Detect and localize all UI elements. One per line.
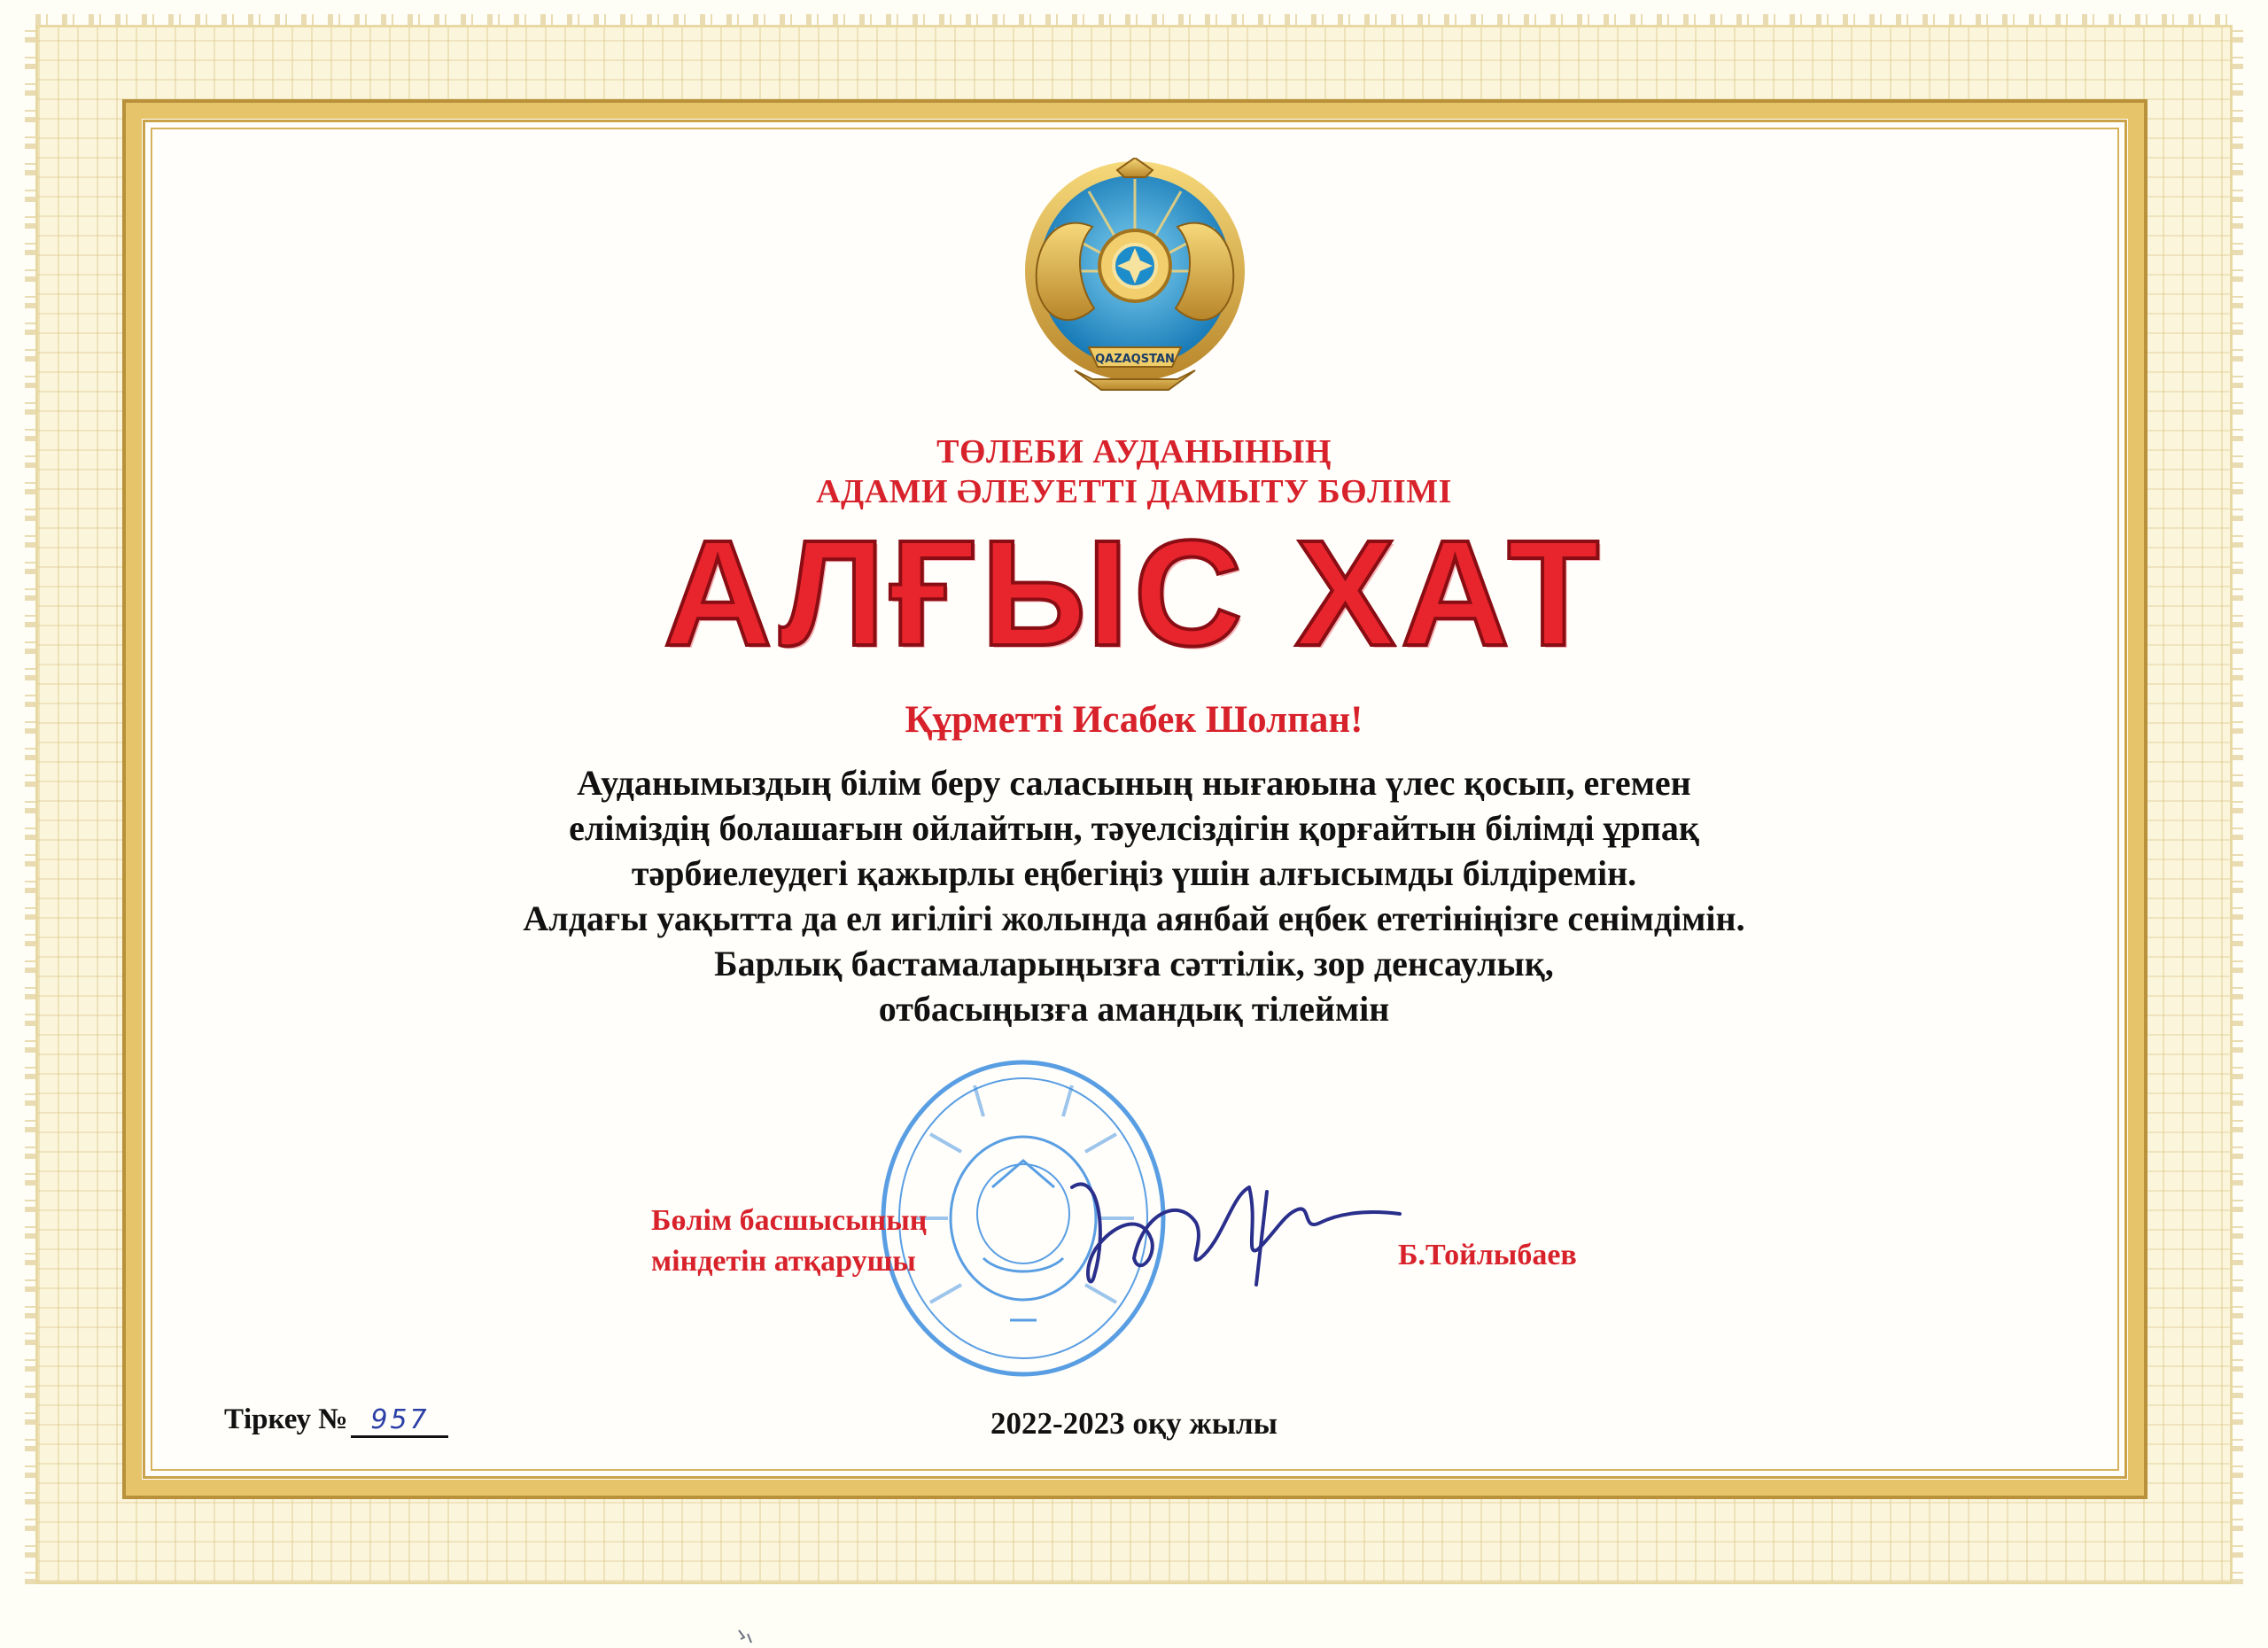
academic-year: 2022-2023 оқу жылы <box>990 1406 1278 1441</box>
body-line: Барлық бастамаларыңызға сәттілік, зор денсаулық, <box>714 944 1554 983</box>
signatory-position-line-1: Бөлім басшысының <box>651 1204 928 1237</box>
scan-speck-icon <box>735 1627 757 1648</box>
signatory-position-line-2: міндетін атқарушы <box>651 1245 916 1278</box>
body-line: тәрбиелеудегі қажырлы еңбегіңіз үшін алғысымды білдіремін. <box>631 853 1637 893</box>
organization-line-1: ТӨЛЕБИ АУДАНЫНЫҢ <box>936 433 1332 470</box>
greeting: Құрметті Исабек Шолпан! <box>905 699 1363 741</box>
body-line: Алдағы уақытта да ел игілігі жолында аянбай еңбек ететініңізге сенімдімін. <box>523 898 1745 938</box>
body-line: Ауданымыздың білім беру саласының нығаюына үлес қосып, егемен <box>577 763 1691 803</box>
registration-label: Тіркеу № <box>224 1403 348 1435</box>
registration-number: 957 <box>351 1404 448 1438</box>
body-text <box>0 760 2268 1031</box>
signer-name: Б.Тойлыбаев <box>1398 1239 1577 1271</box>
state-emblem-icon <box>1013 158 1257 397</box>
signatory-position <box>651 1201 927 1282</box>
organization-line-2: АДАМИ ӘЛЕУЕТТІ ДАМЫТУ БӨЛІМІ <box>816 473 1452 510</box>
document-title: АЛҒЫС ХАТ <box>663 509 1605 678</box>
body-line: отбасыңызға амандық тілеймін <box>878 989 1390 1029</box>
body-line: еліміздің болашағын ойлайтын, тәуелсіздігін қорғайтын білімді ұрпақ <box>569 808 1699 848</box>
handwritten-signature-icon <box>1045 1161 1418 1302</box>
emblem-inscription: QAZAQSTAN <box>1095 353 1175 366</box>
